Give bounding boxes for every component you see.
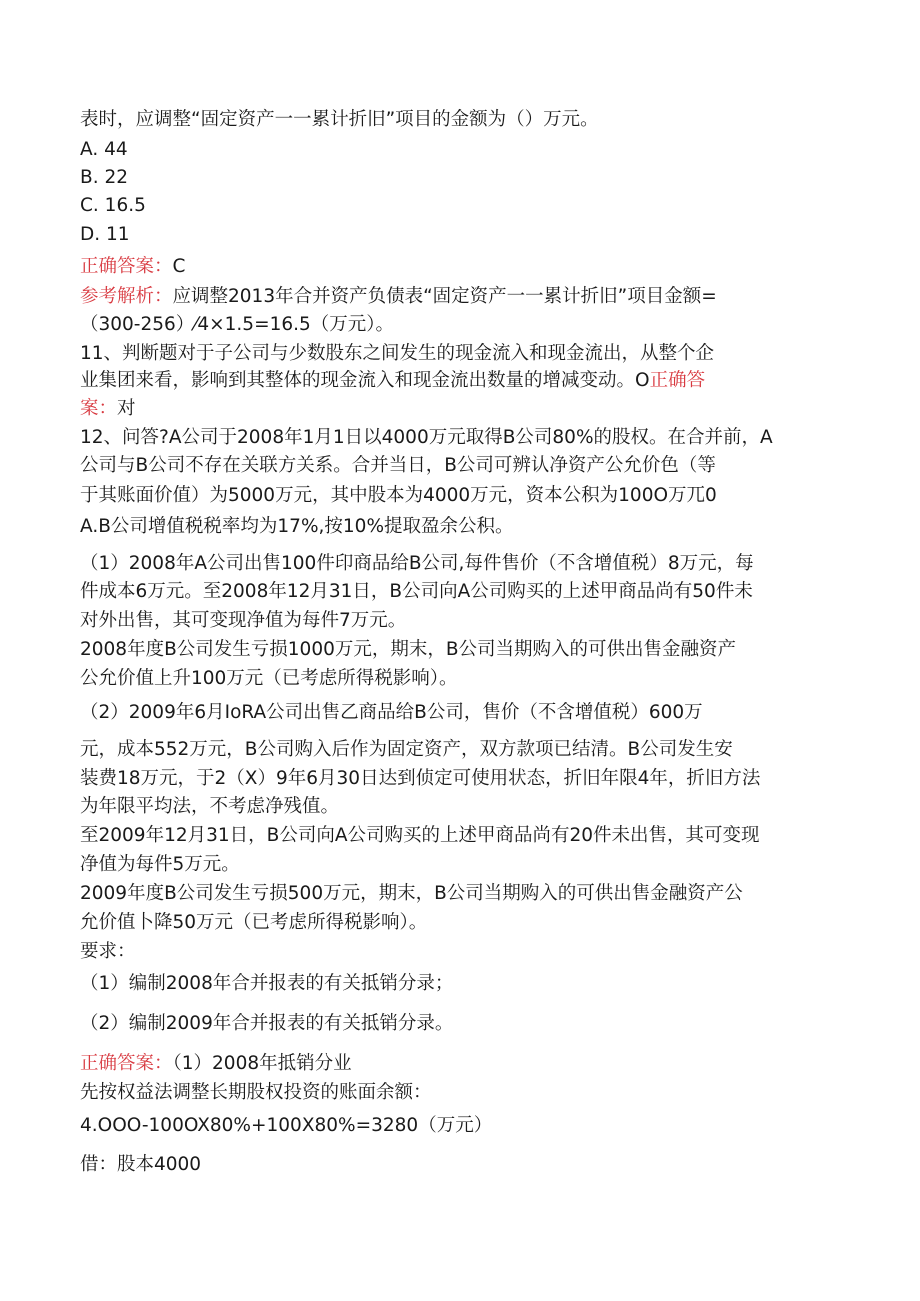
analysis-row-2: （300-256）⁄4×1.5=16.5（万元）。: [80, 314, 395, 335]
q11-answer-label-cont: 案：: [80, 398, 118, 419]
q12-line: 12、问答?A公司于2008年1月1日以4000万元取得B公司80%的股权。在合并前，A: [80, 427, 773, 448]
q11-answer-value: 对: [117, 398, 136, 419]
q12-line: 至2009年12月31日，B公司向A公司购买的上述甲商品尚有20件未出售，其可变现: [80, 825, 760, 846]
q12-line: （1）编制2008年合并报表的有关抵销分录；: [80, 973, 454, 994]
q12-line: 公司与B公司不存在关联方关系。合并当日，B公司可辨认净资产公允价色（等: [80, 455, 716, 476]
q11-line-2: [80, 367, 840, 395]
question-intro: 表时，应调整“固定资产一一累计折旧”项目的金额为（）万元。: [80, 109, 599, 130]
q11-line-3: [80, 395, 840, 423]
q12-line: 对外出售，其可变现净值为每件7万元。: [80, 610, 407, 631]
q11-text: 业集团来看，影响到其整体的现金流入和现金流出数量的增减变动。O: [80, 370, 650, 391]
q11-line-1: 11、判断题对于子公司与少数股东之间发生的现金流入和现金流出，从整个企: [80, 343, 715, 364]
q12-line: 公允价值上升100万元（已考虑所得税影响）。: [80, 668, 458, 689]
analysis-text: 应调整2013年合并资产负债表“固定资产一一累计折旧”项目金额=: [172, 286, 717, 307]
q11-answer-label: 正确答: [649, 370, 706, 391]
q12-line: 为年限平均法，不考虑净残值。: [80, 796, 340, 817]
q12-line: 要求：: [80, 941, 136, 962]
option-d: D. 11: [80, 224, 130, 245]
q12-answer-line: 4.OOO-100OX80%+100X80%=3280（万元）: [80, 1115, 493, 1136]
q12-line: 允价值卜降50万元（已考虑所得税影响）。: [80, 912, 428, 933]
q12-line: 2009年度B公司发生亏损500万元，期末，B公司当期购入的可供出售金融资产公: [80, 883, 743, 904]
q12-line: （2）编制2009年合并报表的有关抵销分录。: [80, 1013, 454, 1034]
q12-answer-line: 先按权益法调整长期股权投资的账面余额：: [80, 1082, 432, 1103]
q12-line: 净值为每件5万元。: [80, 854, 240, 875]
answer-value: C: [172, 256, 186, 277]
q12-answer-first: （1）2008年抵销分业: [172, 1053, 352, 1074]
q12-line: A.B公司增值税税率均为17%,按10%提取盈余公积。: [80, 516, 514, 537]
analysis-label: 参考解析：: [80, 286, 173, 307]
q12-line: 装费18万元，于2（X）9年6月30日达到侦定可使用状态，折旧年限4年，折旧方法: [80, 768, 761, 789]
q12-line: （1）2008年A公司出售100件印商品给B公司,每件售价（不含增值税）8万元，每: [80, 553, 754, 574]
q12-answer-line: 借：股本4000: [80, 1154, 202, 1175]
option-a: A. 44: [80, 139, 128, 160]
q12-answer-label: 正确答案：: [80, 1053, 173, 1074]
q12-line: 元，成本552万元，B公司购入后作为固定资产，双方款项已结清。B公司发生安: [80, 739, 733, 760]
answer-label: 正确答案：: [80, 256, 173, 277]
q12-line: 2008年度B公司发生亏损1000万元，期末，B公司当期购入的可供出售金融资产: [80, 639, 737, 660]
q12-line: 件成本6万元。至2008年12月31日，B公司向A公司购买的上述甲商品尚有50件未: [80, 581, 753, 602]
q12-line: 于其账面价值）为5000万元，其中股本为4000万元，资本公积为100O万兀0: [80, 485, 717, 506]
answer-row: [80, 253, 840, 281]
q12-line: （2）2009年6月IoRA公司出售乙商品给B公司，售价（不含增值税）600万: [80, 702, 703, 723]
option-b: B. 22: [80, 167, 128, 188]
option-c: C. 16.5: [80, 195, 146, 216]
analysis-row: [80, 283, 840, 311]
q12-answer-row: [80, 1050, 840, 1078]
